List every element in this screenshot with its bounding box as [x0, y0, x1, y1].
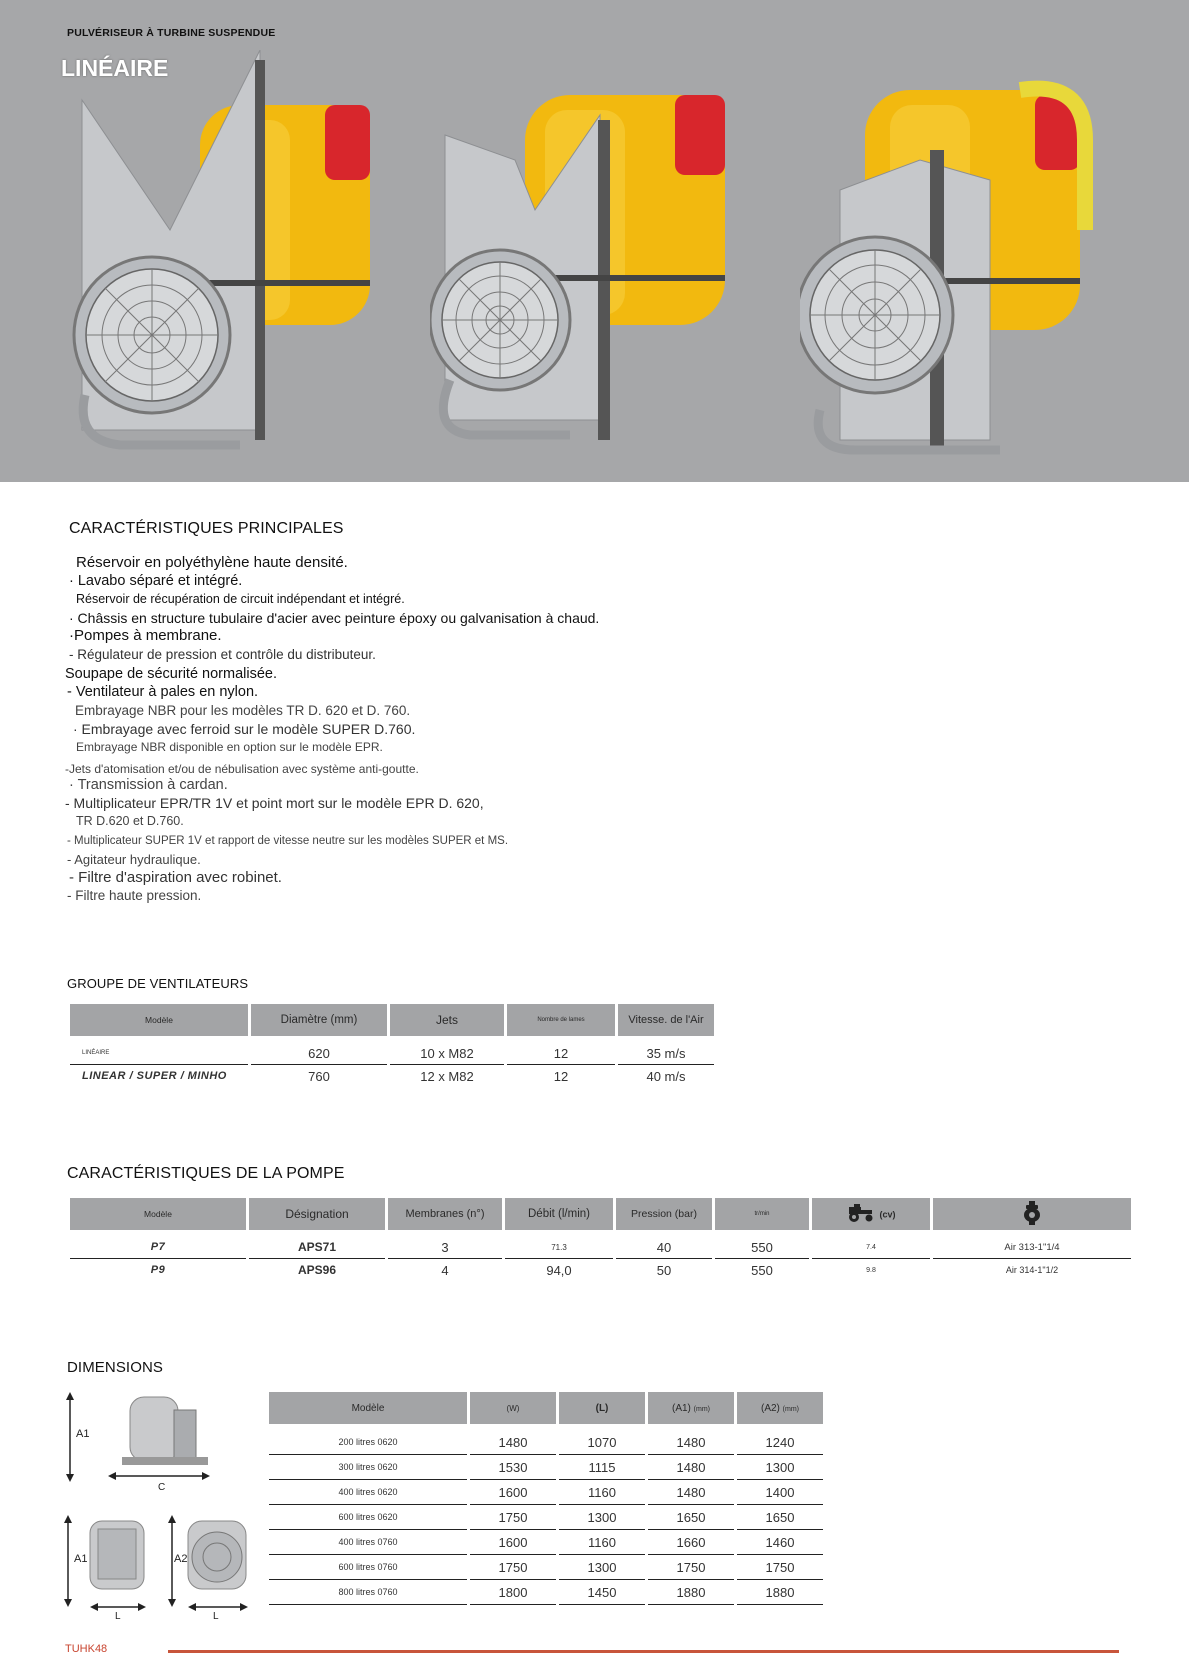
pump-membranes: 3	[388, 1230, 502, 1259]
fan-model: LINEAR / SUPER / MINHO	[82, 1070, 227, 1082]
dim-a1: 1650	[648, 1505, 734, 1530]
dimensions-title: DIMENSIONS	[67, 1359, 164, 1376]
dims-header-w: (W)	[470, 1392, 556, 1424]
dims-header-l: (L)	[559, 1392, 645, 1424]
feature-item: · Embrayage avec ferroid sur le modèle SUPER D.760.	[73, 721, 416, 737]
dim-l: 1160	[559, 1480, 645, 1505]
pump-header-pressure: Pression (bar)	[616, 1198, 712, 1230]
dim-w: 1480	[470, 1424, 556, 1455]
dim-model: 800 litres 0760	[269, 1580, 467, 1605]
feature-item: TR D.620 et D.760.	[76, 814, 184, 828]
fans-header-model: Modèle	[70, 1004, 248, 1036]
feature-item: Réservoir en polyéthylène haute densité.	[76, 554, 348, 571]
dim-label-a1-front: A1	[74, 1553, 88, 1565]
feature-item: Embrayage NBR pour les modèles TR D. 620 et D. 760.	[75, 703, 411, 718]
fan-air-speed: 35 m/s	[618, 1036, 714, 1065]
dims-header-a2: (A2) (mm)	[737, 1392, 823, 1424]
dimension-diagram-side	[62, 1392, 232, 1492]
dimension-diagram-rear	[166, 1515, 256, 1622]
pump-pressure: 40	[616, 1230, 712, 1259]
product-image-right	[800, 50, 1120, 482]
fans-table	[67, 1004, 717, 1087]
table-row	[70, 1230, 1131, 1259]
fans-header-jets: Jets	[390, 1004, 504, 1036]
pump-title: CARACTÉRISTIQUES DE LA POMPE	[67, 1165, 345, 1182]
dim-a2: 1460	[737, 1530, 823, 1555]
fan-blades: 12	[553, 1068, 569, 1084]
pump-membranes: 4	[441, 1262, 449, 1278]
feature-item: Réservoir de récupération de circuit indépendant et intégré.	[76, 592, 405, 606]
dim-model: 300 litres 0620	[269, 1455, 467, 1480]
fans-header-diameter: Diamètre (mm)	[251, 1004, 387, 1036]
pump-header-model: Modèle	[70, 1198, 246, 1230]
pump-rpm: 550	[715, 1230, 809, 1259]
pump-designation: APS96	[297, 1263, 337, 1277]
pump-flow: 71.3	[505, 1230, 613, 1259]
pump-model: P9	[150, 1264, 166, 1276]
dim-w: 1600	[470, 1530, 556, 1555]
feature-item: - Multiplicateur EPR/TR 1V et point mort sur le modèle EPR D. 620,	[65, 795, 484, 811]
feature-item: - Filtre haute pression.	[67, 888, 202, 903]
dim-label-a1: A1	[76, 1428, 90, 1440]
dim-a1: 1480	[648, 1424, 734, 1455]
dim-a1: 1480	[648, 1480, 734, 1505]
product-image-left	[70, 50, 390, 482]
table-row	[70, 1065, 714, 1087]
dim-w: 1600	[470, 1480, 556, 1505]
dim-a2: 1650	[737, 1505, 823, 1530]
footer-rule	[168, 1650, 1119, 1653]
fan-air-speed: 40 m/s	[646, 1068, 686, 1084]
dim-model: 600 litres 0760	[269, 1555, 467, 1580]
pump-valve-icon	[1023, 1201, 1041, 1228]
fan-diameter: 620	[251, 1036, 387, 1065]
table-row	[269, 1580, 823, 1605]
table-row	[269, 1505, 823, 1530]
dim-label-l-rear: L	[213, 1611, 219, 1622]
pump-header-flow: Débit (l/min)	[505, 1198, 613, 1230]
pump-power: 9.8	[866, 1266, 876, 1274]
table-row	[269, 1424, 823, 1455]
feature-item: Embrayage NBR disponible en option sur le modèle EPR.	[76, 740, 383, 754]
page-title: LINÉAIRE	[61, 55, 169, 81]
dim-w: 1750	[470, 1505, 556, 1530]
feature-item: · Châssis en structure tubulaire d'acier avec peinture époxy ou galvanisation à chaud.	[69, 610, 600, 626]
pump-designation: APS71	[249, 1230, 385, 1259]
pump-pressure: 50	[656, 1262, 672, 1278]
fans-title: GROUPE DE VENTILATEURS	[67, 976, 249, 991]
dim-a2: 1750	[737, 1555, 823, 1580]
pump-flow: 94,0	[546, 1262, 572, 1278]
page-code: TUHK48	[65, 1643, 108, 1655]
fan-model: LINÉAIRE	[70, 1036, 248, 1065]
table-row	[269, 1530, 823, 1555]
table-row	[269, 1480, 823, 1505]
feature-item: -Jets d'atomisation et/ou de nébulisation avec système anti-goutte.	[65, 762, 419, 776]
feature-item: - Ventilateur à pales en nylon.	[67, 684, 259, 700]
dim-l: 1300	[559, 1505, 645, 1530]
dims-header-model: Modèle	[269, 1392, 467, 1424]
tractor-icon	[846, 1204, 876, 1225]
hero-banner	[0, 0, 1189, 482]
fans-header-blades: Nombre de lames	[507, 1004, 615, 1036]
dim-model: 400 litres 0760	[269, 1530, 467, 1555]
pump-header-membranes: Membranes (n°)	[388, 1198, 502, 1230]
feature-item: Soupape de sécurité normalisée.	[65, 666, 277, 682]
pump-table	[67, 1198, 1134, 1281]
dims-header-a1: (A1) (mm)	[648, 1392, 734, 1424]
pump-valve: Air 314-1"1/2	[1005, 1265, 1059, 1275]
dimensions-table	[266, 1392, 826, 1605]
dim-label-l-front: L	[115, 1611, 121, 1622]
feature-item: - Régulateur de pression et contrôle du distributeur.	[69, 647, 376, 662]
fan-diameter: 760	[308, 1068, 330, 1084]
pump-header-power	[812, 1198, 930, 1230]
dim-a1: 1750	[648, 1555, 734, 1580]
dim-l: 1300	[559, 1555, 645, 1580]
dim-a1: 1660	[648, 1530, 734, 1555]
dim-l: 1450	[559, 1580, 645, 1605]
dim-a2: 1240	[737, 1424, 823, 1455]
power-unit: (cv)	[879, 1208, 896, 1219]
pump-valve: Air 313-1"1/4	[933, 1230, 1131, 1259]
fan-jets: 10 x M82	[390, 1036, 504, 1065]
dim-w: 1800	[470, 1580, 556, 1605]
feature-item: - Agitateur hydraulique.	[67, 852, 201, 867]
dim-l: 1160	[559, 1530, 645, 1555]
pump-model: P7	[70, 1230, 246, 1259]
dim-model: 600 litres 0620	[269, 1505, 467, 1530]
dim-l: 1115	[559, 1455, 645, 1480]
pump-header-rpm: tr/min	[715, 1198, 809, 1230]
table-row	[70, 1036, 714, 1065]
dim-w: 1750	[470, 1555, 556, 1580]
dim-a1: 1880	[648, 1580, 734, 1605]
fans-header-air-speed: Vitesse. de l'Air	[618, 1004, 714, 1036]
fan-blades: 12	[507, 1036, 615, 1065]
page-kicker: PULVÉRISEUR À TURBINE SUSPENDUE	[67, 27, 276, 39]
fan-jets: 12 x M82	[420, 1068, 474, 1084]
feature-item: ·Pompes à membrane.	[69, 627, 222, 644]
dim-label-a2: A2	[174, 1553, 188, 1565]
dim-l: 1070	[559, 1424, 645, 1455]
pump-power: 7.4	[812, 1230, 930, 1259]
dimension-diagram-front	[62, 1515, 152, 1622]
table-row	[269, 1555, 823, 1580]
dim-model: 400 litres 0620	[269, 1480, 467, 1505]
feature-item: · Transmission à cardan.	[69, 777, 228, 793]
dim-a2: 1880	[737, 1580, 823, 1605]
dim-label-c: C	[158, 1482, 166, 1493]
dim-a2: 1300	[737, 1455, 823, 1480]
feature-item: · Lavabo séparé et intégré.	[69, 573, 243, 589]
pump-header-valve	[933, 1198, 1131, 1230]
dim-w: 1530	[470, 1455, 556, 1480]
pump-header-designation: Désignation	[249, 1198, 385, 1230]
dim-a2: 1400	[737, 1480, 823, 1505]
product-image-center	[430, 50, 750, 482]
feature-item: - Filtre d'aspiration avec robinet.	[69, 869, 282, 886]
feature-item: - Multiplicateur SUPER 1V et rapport de vitesse neutre sur les modèles SUPER et MS.	[67, 835, 509, 847]
table-row	[269, 1455, 823, 1480]
dim-model: 200 litres 0620	[269, 1424, 467, 1455]
features-title: CARACTÉRISTIQUES PRINCIPALES	[69, 520, 344, 537]
table-row	[70, 1259, 1131, 1281]
dim-a1: 1480	[648, 1455, 734, 1480]
pump-rpm: 550	[751, 1262, 773, 1278]
